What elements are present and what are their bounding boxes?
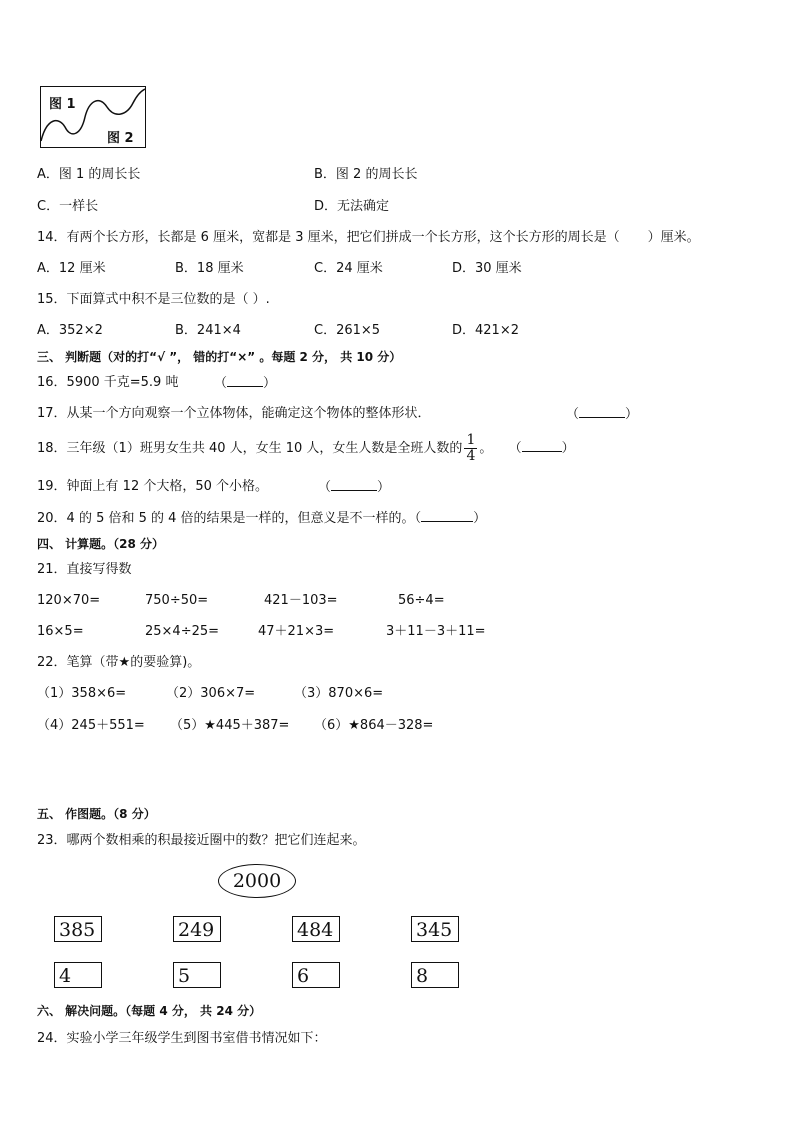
answer-blank[interactable] [331,478,377,491]
section-5-heading: 五、 作图题。（8 分） [37,807,156,821]
paren-close: ） [263,376,277,391]
q16-answer[interactable] [214,374,276,393]
number-box-bottom[interactable]: 6 [292,962,340,988]
number-box-bottom[interactable]: 5 [173,962,221,988]
q14-unit: ）厘米。 [647,230,700,245]
fraction-numerator: 1 [466,432,476,448]
paren-close: ） [473,511,487,526]
q22-item: （6）★864－328= [314,718,434,733]
number-box-top[interactable]: 249 [173,916,221,942]
shape-figure [40,86,146,148]
paren-open: （ [566,407,580,422]
q13-option-a: A．图 1 的周长长 [37,167,141,182]
paren-close: ） [561,441,575,456]
number-box-top[interactable]: 484 [292,916,340,942]
q21-item: 750÷50= [145,593,209,608]
q17-answer[interactable] [566,405,638,424]
q14-question [37,229,700,247]
q14-option-a: A．12 厘米 [37,261,106,276]
q18-answer[interactable] [509,441,575,456]
q19-answer[interactable] [318,478,390,497]
number-box-bottom[interactable]: 8 [411,962,459,988]
paren-close: ） [625,407,639,422]
q16-question [37,374,178,392]
q22-item: （4）245＋551= [37,718,145,733]
q22-title: 22．笔算（带★的要验算)。 [37,655,201,670]
q21-item: 421－103= [264,593,338,608]
q21-title: 21．直接写得数 [37,562,132,577]
paren-open: （ [318,480,332,495]
q20-answer[interactable] [415,511,487,526]
figure-2-label: 图 2 [107,131,134,146]
answer-blank[interactable] [579,405,625,418]
target-number-circle[interactable]: 2000 [218,864,296,898]
paren-open: （ [414,511,422,526]
q21-item: 120×70= [37,593,101,608]
paren-open: （ [214,376,228,391]
q18-tail: 。 [479,441,493,456]
q20-text: 20．4 的 5 倍和 5 的 4 倍的结果是一样的，但意义是不一样的。 [37,511,415,526]
q14-option-d: D．30 厘米 [452,261,522,276]
q13-option-c: C．一样长 [37,199,99,214]
q18-question [37,432,575,466]
q21-item: 3＋11－3＋11= [386,624,486,639]
q22-item: （1）358×6= [37,686,127,701]
q14-option-b: B．18 厘米 [175,261,244,276]
q14-text: 14．有两个长方形，长都是 6 厘米，宽都是 3 厘米，把它们拼成一个长方形，这个长方形的周长是（ [37,230,620,245]
q15-question: 15．下面算式中积不是三位数的是（ ）. [37,292,270,307]
q21-item: 25×4÷25= [145,624,220,639]
section-3-heading: 三、 判断题（对的打“√ ”， 错的打“×” 。每题 2 分， 共 10 分） [37,350,402,364]
number-box-top[interactable]: 345 [411,916,459,942]
q16-text: 16．5900 千克=5.9 吨 [37,375,179,390]
answer-blank[interactable] [522,439,562,452]
q21-item: 16×5= [37,624,84,639]
paren-open: （ [508,441,522,456]
paren-close: ） [377,480,391,495]
q18-text: 18．三年级（1）班男女生共 40 人，女生 10 人，女生人数是全班人数的 [37,441,463,456]
section-6-heading: 六、 解决问题。（每题 4 分， 共 24 分） [37,1004,262,1018]
q17-question: 17．从某一个方向观察一个立体物体，能确定这个物体的整体形状． [37,406,431,421]
q15-option-d: D．421×2 [452,323,519,338]
q22-item: （5）★445＋387= [170,718,290,733]
q15-option-a: A．352×2 [37,323,103,338]
q19-question: 19．钟面上有 12 个大格，50 个小格。 [37,479,269,494]
q15-option-c: C．261×5 [314,323,381,338]
q13-option-d: D．无法确定 [314,199,390,214]
q15-option-b: B．241×4 [175,323,241,338]
q23-title: 23．哪两个数相乘的积最接近圈中的数？把它们连起来。 [37,833,366,848]
q20-question [37,509,486,528]
answer-blank[interactable] [227,374,263,387]
q24-question: 24．实验小学三年级学生到图书室借书情况如下： [37,1031,327,1046]
q13-option-b: B．图 2 的周长长 [314,167,418,182]
fraction-one-quarter [464,433,477,464]
answer-blank[interactable] [421,509,473,522]
q21-item: 56÷4= [398,593,445,608]
q14-option-c: C．24 厘米 [314,261,383,276]
q21-item: 47＋21×3= [258,624,335,639]
number-box-top[interactable]: 385 [54,916,102,942]
q22-item: （2）306×7= [166,686,256,701]
figure-1-label: 图 1 [49,97,76,112]
fraction-denominator: 4 [466,448,476,464]
section-4-heading: 四、 计算题。（28 分） [37,537,165,551]
number-box-bottom[interactable]: 4 [54,962,102,988]
q22-item: （3）870×6= [294,686,384,701]
